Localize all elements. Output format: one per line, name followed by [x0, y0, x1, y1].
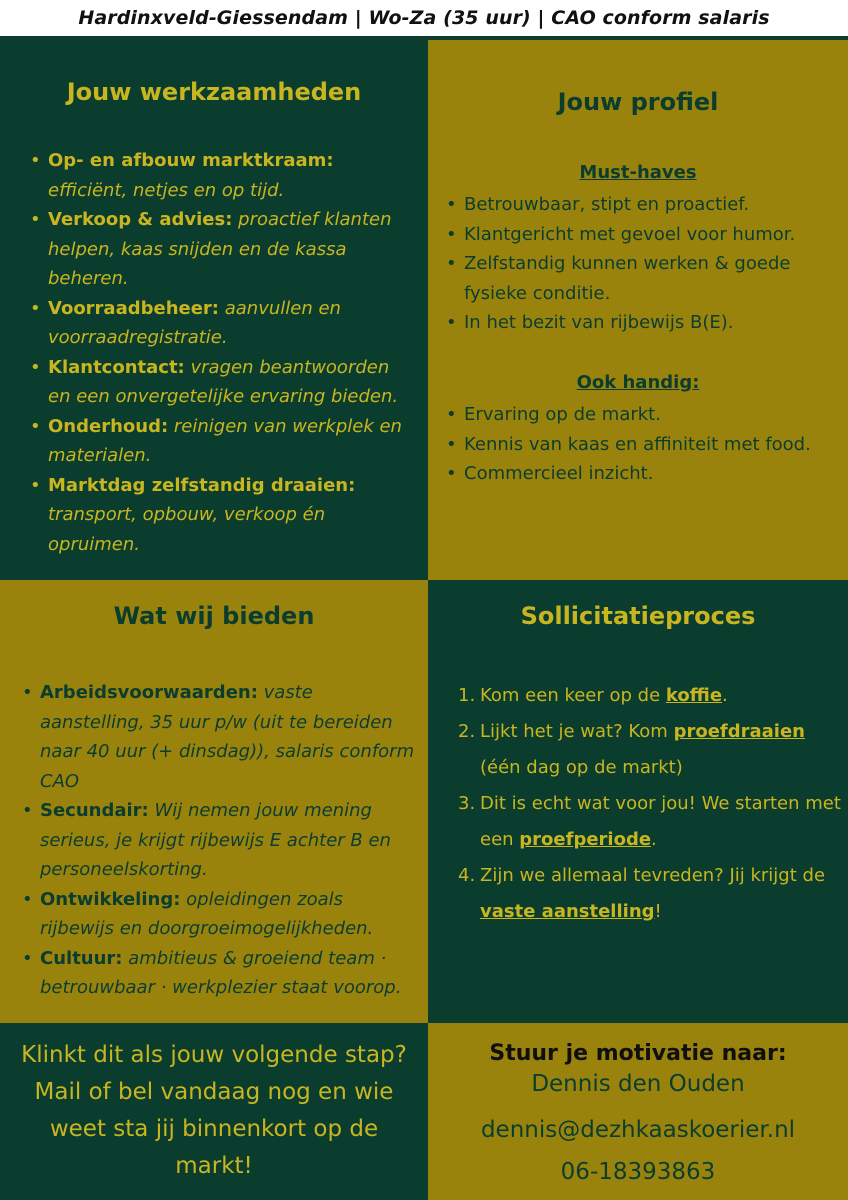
step-text: ! — [654, 901, 662, 922]
ook-handig-list — [446, 400, 846, 489]
item-label: Onderhoud: — [48, 415, 169, 437]
list-item — [30, 471, 410, 560]
step-number: 2. — [458, 721, 476, 742]
list-item: • In het bezit van rijbewijs B(E). — [446, 308, 846, 338]
cta-text: Klinkt dit als jouw volgende stap? Mail of bel vandaag nog en wie weet sta jij binnenkort op de markt! — [21, 1042, 407, 1179]
must-haves-list — [446, 190, 846, 338]
list-item — [22, 678, 422, 796]
list-item: • Ervaring op de markt. — [446, 400, 846, 430]
step-text: Lijkt het je wat? Kom — [480, 721, 674, 742]
header-bar — [0, 0, 848, 40]
sollicitatie-title: Sollicitatieproces — [520, 602, 756, 630]
list-item: • Betrouwbaar, stipt en proactief. — [446, 190, 846, 220]
profiel-title: Jouw profiel — [557, 88, 719, 116]
list-item: • Commercieel inzicht. — [446, 459, 846, 489]
item-label: Voorraadbeheer: — [48, 297, 220, 319]
item-label: Arbeidsvoorwaarden: — [40, 682, 258, 703]
list-item: • Klantgericht met gevoel voor humor. — [446, 220, 846, 250]
list-item — [22, 796, 422, 885]
step-number: 1. — [458, 685, 476, 706]
step-item — [458, 786, 843, 858]
vaste-aanstelling-link[interactable]: vaste aanstelling — [480, 901, 655, 922]
ook-handig-heading: Ook handig: — [576, 372, 700, 393]
contact-heading: Stuur je motivatie naar: — [489, 1041, 787, 1066]
item-label: Ontwikkeling: — [40, 888, 181, 910]
item-text: ambitieus & groeiend team · betrouwbaar · werkplezier staat voorop. — [40, 947, 402, 998]
list-item — [30, 412, 410, 471]
bieden-list — [22, 678, 422, 1003]
step-number: 3. — [458, 793, 476, 814]
cta-panel — [0, 1023, 428, 1200]
step-item — [458, 858, 843, 930]
koffie-link[interactable]: koffie — [665, 685, 723, 706]
item-text: opleidingen zoals rijbewijs en doorgroeimogelijkheden. — [40, 888, 374, 939]
step-text: (één dag op de markt) — [480, 757, 683, 778]
item-text: reinigen van werkplek en materialen. — [48, 415, 402, 466]
header-text: Hardinxveld-Giessendam | Wo-Za (35 uur) | CAO conform salaris — [78, 7, 770, 29]
item-label: Klantcontact: — [48, 356, 185, 378]
step-text: Kom een keer op de — [480, 685, 666, 706]
werkzaamheden-list — [30, 146, 410, 559]
bieden-title: Wat wij bieden — [113, 602, 315, 630]
list-item — [22, 944, 422, 1003]
proefperiode-link[interactable]: proefperiode — [519, 829, 652, 850]
step-text: Dit is echt wat voor jou! We starten met een — [480, 793, 841, 850]
proefdraaien-link[interactable]: proefdraaien — [673, 721, 805, 742]
step-number: 4. — [458, 865, 476, 886]
step-text: . — [651, 829, 657, 850]
list-item: • Zelfstandig kunnen werken & goede fysieke conditie. — [446, 249, 846, 308]
list-item — [22, 885, 422, 944]
item-label: Marktdag zelfstandig draaien: — [48, 474, 356, 496]
step-text: Zijn we allemaal tevreden? Jij krijgt de — [480, 865, 826, 886]
must-haves-heading: Must-haves — [579, 162, 697, 183]
list-item: • Kennis van kaas en affiniteit met food. — [446, 430, 846, 460]
item-label: Verkoop & advies: — [48, 209, 233, 230]
bieden-panel — [0, 580, 428, 1023]
step-item — [458, 714, 843, 786]
sollicitatie-steps — [458, 678, 843, 930]
step-item — [458, 678, 843, 714]
sollicitatie-panel — [428, 580, 848, 1023]
step-text: . — [722, 685, 728, 706]
item-text: efficiënt, netjes en op tijd. — [48, 179, 285, 201]
item-text: proactief klanten helpen, kaas snijden en de kassa beheren. — [48, 209, 392, 289]
item-label: Op- en afbouw marktkraam: — [48, 150, 334, 171]
contact-email[interactable]: dennis@dezhkaaskoerier.nl — [480, 1117, 796, 1143]
list-item — [30, 353, 410, 412]
item-text: Wij nemen jouw mening serieus, je krijgt rijbewijs E achter B en personeelskorting. — [40, 800, 391, 880]
contact-panel — [428, 1023, 848, 1200]
item-label: Secundair: — [40, 800, 149, 821]
item-label: Cultuur: — [40, 947, 123, 969]
werkzaamheden-title: Jouw werkzaamheden — [66, 78, 362, 106]
contact-phone[interactable]: 06-18393863 — [560, 1159, 716, 1185]
list-item — [30, 294, 410, 353]
item-text: vaste aanstelling, 35 uur p/w (uit te bereiden naar 40 uur (+ dinsdag)), salaris conform CAO — [40, 682, 415, 792]
list-item — [30, 146, 410, 205]
profiel-panel — [428, 40, 848, 580]
werkzaamheden-panel — [0, 40, 428, 580]
item-text: aanvullen en voorraadregistratie. — [48, 297, 341, 348]
item-text: transport, opbouw, verkoop én opruimen. — [48, 504, 326, 555]
contact-name: Dennis den Ouden — [531, 1071, 745, 1097]
item-text: vragen beantwoorden en een onvergetelijke ervaring bieden. — [48, 356, 399, 407]
list-item — [30, 205, 410, 294]
